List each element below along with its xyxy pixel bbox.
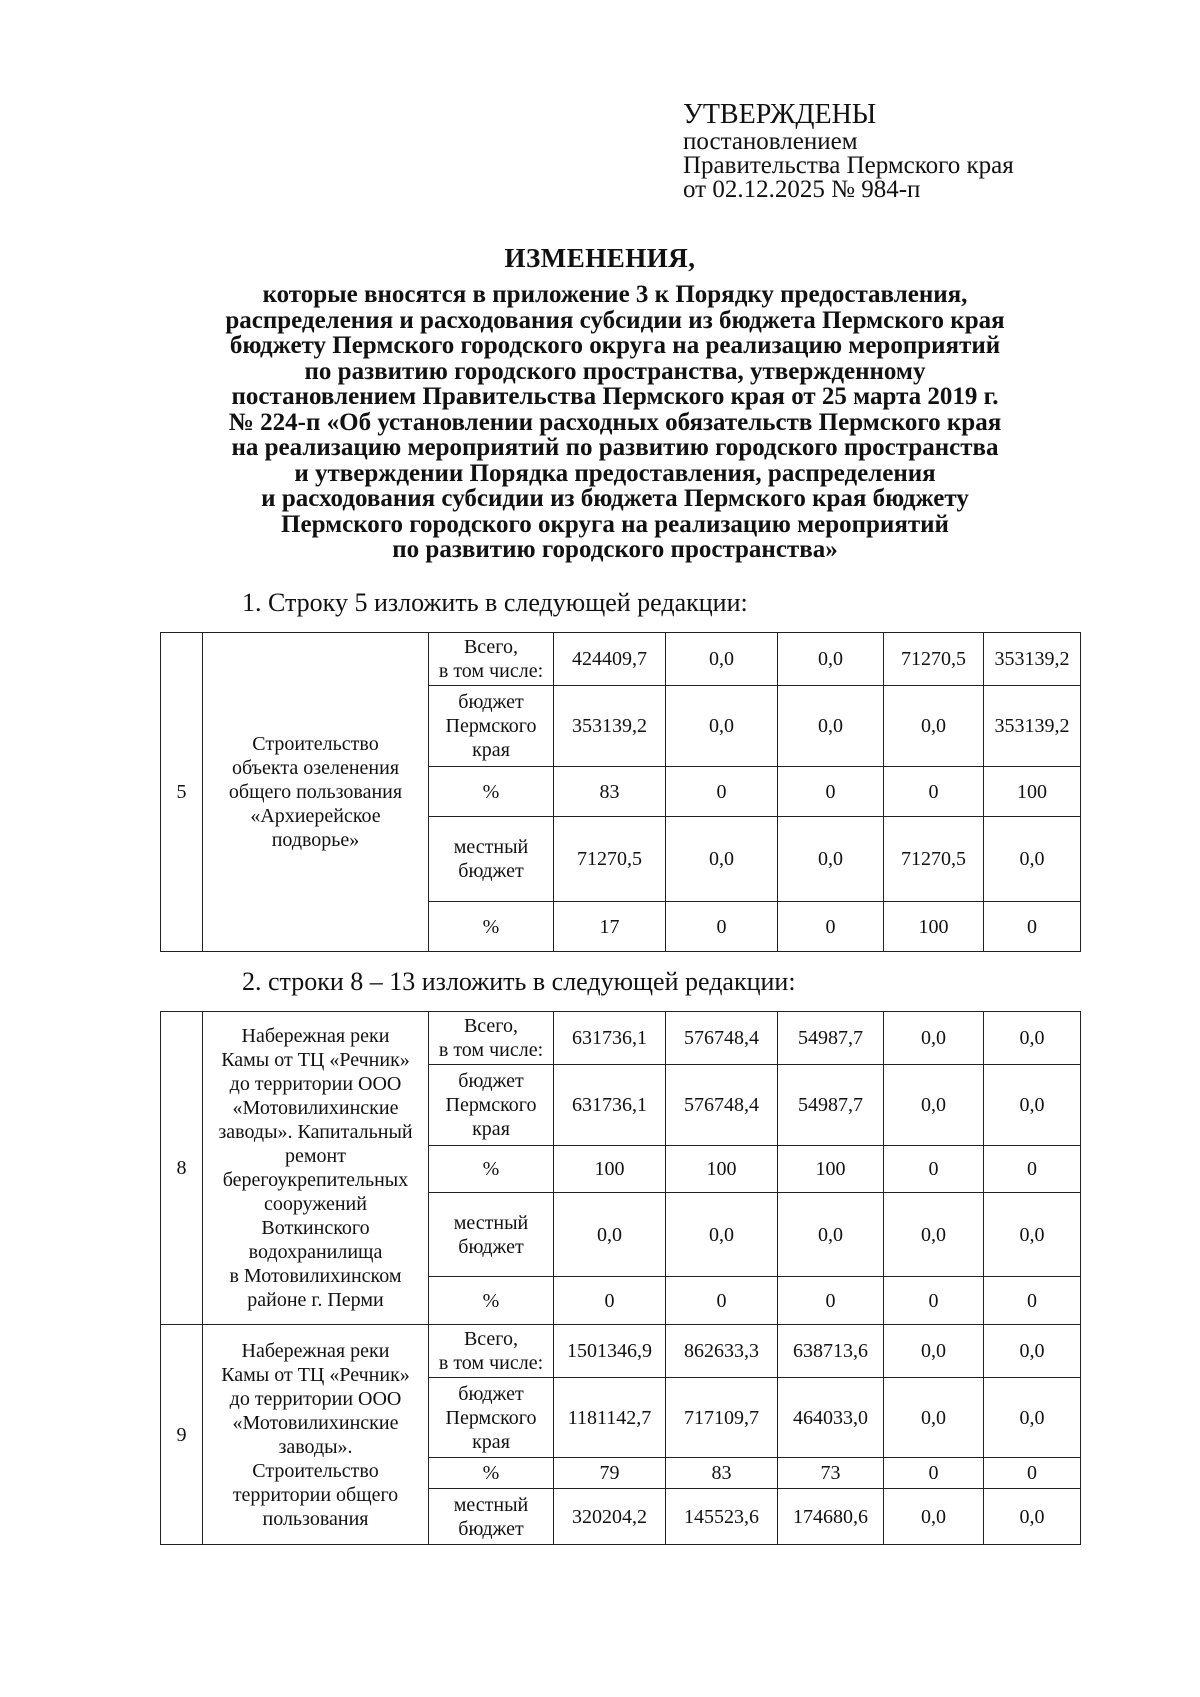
cell: 73 [778,1458,884,1489]
name-line: территории общего [232,1483,399,1506]
cell: 54987,7 [778,1065,884,1146]
cell: 100 [984,767,1081,817]
cell: 0 [984,1458,1081,1489]
name-line: районе г. Перми [247,1289,384,1311]
cell: 464033,0 [778,1378,884,1458]
object-name [203,633,429,952]
name-line: Воткинского [261,1217,370,1239]
name-line: сооружений [264,1193,367,1215]
cell: 0,0 [778,817,884,902]
approval-block [683,100,1014,202]
label-local-budget: местный бюджет [429,817,554,902]
cell: 0 [666,1277,778,1325]
name-line: до территории ООО [229,1073,402,1095]
subtitle-line: которые вносятся в приложение 3 к Порядку предоставления, [262,281,968,308]
cell: 0 [666,767,778,817]
cell: 0,0 [666,633,778,686]
cell: 0,0 [884,1065,984,1146]
cell: 0 [778,767,884,817]
cell: 0,0 [554,1193,666,1277]
cell: 0,0 [984,1193,1081,1277]
table-row [161,1325,1081,1378]
cell: 576748,4 [666,1065,778,1146]
cell: 0 [778,1277,884,1325]
label-total: Всего, в том числе: [429,633,554,686]
cell: 0,0 [884,1378,984,1458]
cell: 0,0 [778,633,884,686]
cell: 0,0 [984,817,1081,902]
table-row [161,1012,1081,1065]
row-number: 5 [161,633,203,952]
item-2-heading: 2. строки 8 – 13 изложить в следующей редакции: [242,967,796,996]
row-number: 9 [161,1325,203,1545]
cell: 0 [666,902,778,952]
name-line: до территории ООО [229,1387,402,1410]
cell: 353139,2 [984,686,1081,767]
cell: 0,0 [984,1065,1081,1146]
name-line: Набережная реки [241,1025,390,1047]
name-line: Набережная реки [241,1339,390,1362]
table-rows-8-9 [160,1011,1081,1545]
name-line: «Архиерейское [250,805,381,827]
name-line: ремонт [285,1145,346,1167]
approval-line-3: Правительства Пермского края [683,152,1014,179]
subtitle-line: по развитию городского пространства, утвержденному [304,357,926,385]
cell: 0 [984,1146,1081,1193]
subtitle-line: по развитию городского пространства» [392,536,838,563]
cell: 0,0 [884,1193,984,1277]
cell: 0 [984,1277,1081,1325]
cell: 0,0 [984,1378,1081,1458]
approval-line-4: от 02.12.2025 № 984-п [683,176,921,203]
cell: 100 [666,1146,778,1193]
label-local-budget: местный бюджет [429,1489,554,1545]
name-line: водохранилища [248,1241,383,1263]
cell: 0,0 [984,1012,1081,1065]
cell: 717109,7 [666,1378,778,1458]
cell: 0,0 [666,686,778,767]
cell: 0,0 [884,1489,984,1545]
cell: 0,0 [884,686,984,767]
cell: 17 [554,902,666,952]
cell: 100 [554,1146,666,1193]
label-region-budget: бюджет Пермского края [429,1378,554,1458]
cell: 424409,7 [554,633,666,686]
cell: 0 [778,902,884,952]
cell: 631736,1 [554,1065,666,1146]
name-line: подворье» [271,829,360,851]
document-title: ИЗМЕНЕНИЯ, [504,243,696,273]
cell: 1501346,9 [554,1325,666,1378]
cell: 0 [884,1458,984,1489]
cell: 353139,2 [984,633,1081,686]
cell: 638713,6 [778,1325,884,1378]
cell: 100 [884,902,984,952]
subtitle-line: и расходования субсидии из бюджета Пермского края бюджету [261,485,969,512]
label-region-budget: бюджет Пермского края [429,1065,554,1146]
table-row-5 [160,632,1081,952]
row-number: 8 [161,1012,203,1325]
name-line: объекта озеленения [231,757,400,779]
cell: 0,0 [666,1193,778,1277]
label-percent: % [429,767,554,817]
cell: 83 [666,1458,778,1489]
name-line: заводы». Капитальный [218,1121,413,1143]
cell: 0 [884,767,984,817]
cell: 0,0 [884,1012,984,1065]
subtitle-line: постановлением Правительства Пермского края от 25 марта 2019 г. [231,383,999,410]
cell: 0 [884,1146,984,1193]
cell: 71270,5 [884,633,984,686]
name-line: в Мотовилихинском [229,1265,402,1287]
label-percent: % [429,1458,554,1489]
cell: 631736,1 [554,1012,666,1065]
cell: 576748,4 [666,1012,778,1065]
name-line: пользования [262,1507,369,1530]
label-percent: % [429,1146,554,1193]
object-name [203,1325,429,1545]
label-percent: % [429,1277,554,1325]
cell: 0 [554,1277,666,1325]
name-line: общего пользования [228,781,403,803]
cell: 1181142,7 [554,1378,666,1458]
label-local-budget: местный бюджет [429,1193,554,1277]
item-1-heading: 1. Строку 5 изложить в следующей редакции: [242,588,748,617]
name-line: заводы». [278,1435,353,1458]
label-total: Всего, в том числе: [429,1325,554,1378]
approval-line-2: постановлением [683,128,858,155]
document-subtitle [140,282,1090,563]
name-line: Камы от ТЦ «Речник» [221,1049,410,1071]
cell: 83 [554,767,666,817]
cell: 71270,5 [554,817,666,902]
name-line: «Мотовилихинские [232,1411,399,1434]
cell: 174680,6 [778,1489,884,1545]
subtitle-line: Пермского городского округа на реализацию мероприятий [281,510,949,538]
cell: 0,0 [778,686,884,767]
cell: 145523,6 [666,1489,778,1545]
subtitle-line: на реализацию мероприятий по развитию городского пространства [231,434,999,461]
subtitle-line: № 224-п «Об установлении расходных обязательств Пермского края [228,408,1002,436]
cell: 0,0 [666,817,778,902]
subtitle-line: распределения и расходования субсидии из бюджета Пермского края [225,306,1005,334]
object-name [203,1012,429,1325]
cell: 0,0 [984,1325,1081,1378]
cell: 0,0 [984,1489,1081,1545]
label-region-budget: бюджет Пермского края [429,686,554,767]
name-line: Строительство [252,1459,379,1482]
name-line: Строительство [252,733,379,755]
cell: 71270,5 [884,817,984,902]
cell: 100 [778,1146,884,1193]
cell: 320204,2 [554,1489,666,1545]
subtitle-line: и утверждении Порядка предоставления, распределения [294,459,936,487]
cell: 0 [884,1277,984,1325]
label-percent: % [429,902,554,952]
name-line: берегоукрепительных [222,1169,409,1191]
cell: 0,0 [778,1193,884,1277]
label-total: Всего, в том числе: [429,1012,554,1065]
name-line: Камы от ТЦ «Речник» [221,1363,410,1386]
subtitle-line: бюджету Пермского городского округа на реализацию мероприятий [229,332,1001,359]
cell: 54987,7 [778,1012,884,1065]
approval-heading: УТВЕРЖДЕНЫ [683,99,877,130]
cell: 862633,3 [666,1325,778,1378]
cell: 0,0 [884,1325,984,1378]
table-row [161,633,1081,686]
cell: 353139,2 [554,686,666,767]
cell: 79 [554,1458,666,1489]
name-line: «Мотовилихинские [232,1097,399,1119]
cell: 0 [984,902,1081,952]
